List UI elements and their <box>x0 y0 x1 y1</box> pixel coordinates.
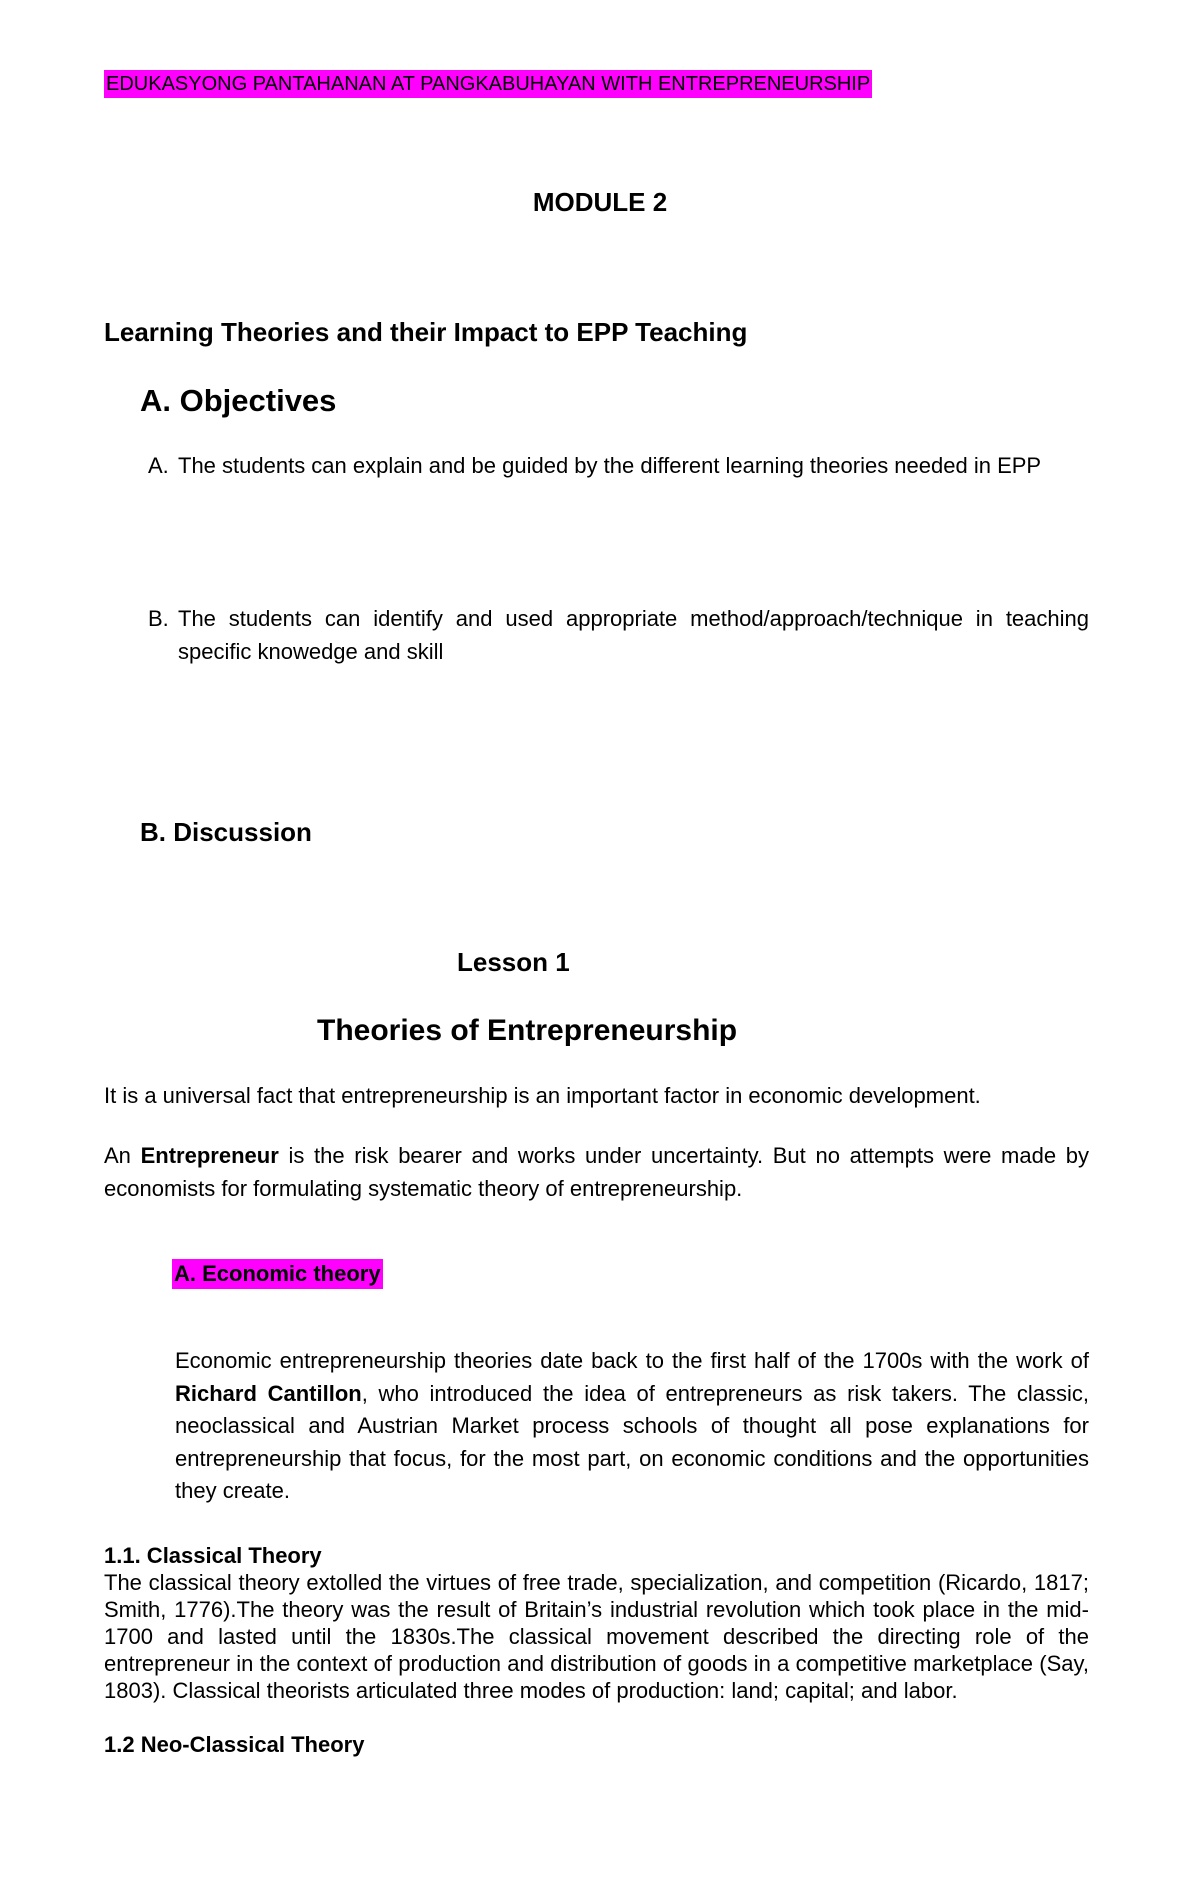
neo-classical-theory-heading: 1.2 Neo-Classical Theory <box>104 1732 365 1757</box>
subject-banner: EDUKASYONG PANTAHANAN AT PANGKABUHAYAN WITH ENTREPRENEURSHIP <box>104 70 872 98</box>
objective-item-a <box>148 450 1089 483</box>
objective-letter-b: B. <box>148 606 169 631</box>
cantillon-name: Richard Cantillon <box>175 1380 362 1406</box>
objective-text-a: The students can explain and be guided by the different learning theories needed in EPP <box>178 453 1042 478</box>
discussion-heading: B. Discussion <box>140 817 312 847</box>
economic-para-part2: , who introduced the idea of entrepreneurs as risk takers. The classic, neoclassical and Austrian Market process schools of thought all pose explanations for entrepreneurship that focus, for the most part, on economic conditions and the opportunities they create. <box>175 1380 1089 1503</box>
module-title: Learning Theories and their Impact to EPP Teaching <box>104 317 748 347</box>
lesson-label: Lesson 1 <box>457 947 570 977</box>
classical-theory-heading: 1.1. Classical Theory <box>104 1543 322 1568</box>
objective-text-b: The students can identify and used appropriate method/approach/technique in teaching specific knowedge and skill <box>178 606 1089 664</box>
lesson-title: Theories of Entrepreneurship <box>317 1014 738 1047</box>
classical-theory-paragraph: The classical theory extolled the virtues of free trade, specialization, and competition (Ricardo, 1817; Smith, 1776).The theory was the result of Britain’s industrial revolution which took place in the mid-1700 and lasted until the 1830s.The classical movement described the directing role of the entrepreneur in the context of production and distribution of goods in a competitive marketplace (Say, 1803). Classical theorists articulated three modes of production: land; capital; and labor. <box>104 1570 1089 1703</box>
objectives-heading: A. Objectives <box>140 383 337 418</box>
economic-theory-heading: A. Economic theory <box>172 1259 383 1289</box>
entrepreneur-term: Entrepreneur <box>140 1143 279 1168</box>
entrepreneur-para-rest: is the risk bearer and works under uncertainty. But no attempts were made by economists for formulating systematic theory of entrepreneurship. <box>104 1143 1089 1201</box>
economic-theory-paragraph <box>175 1345 1089 1508</box>
objective-letter-a: A. <box>148 453 169 478</box>
objective-item-b <box>148 603 1089 668</box>
entrepreneur-para-prefix: An <box>104 1143 141 1168</box>
entrepreneur-paragraph <box>104 1140 1089 1205</box>
economic-para-part1: Economic entrepreneurship theories date back to the first half of the 1700s with the work of <box>175 1348 1089 1373</box>
intro-paragraph: It is a universal fact that entrepreneurship is an important factor in economic development. <box>104 1083 981 1108</box>
module-number: MODULE 2 <box>532 187 668 217</box>
